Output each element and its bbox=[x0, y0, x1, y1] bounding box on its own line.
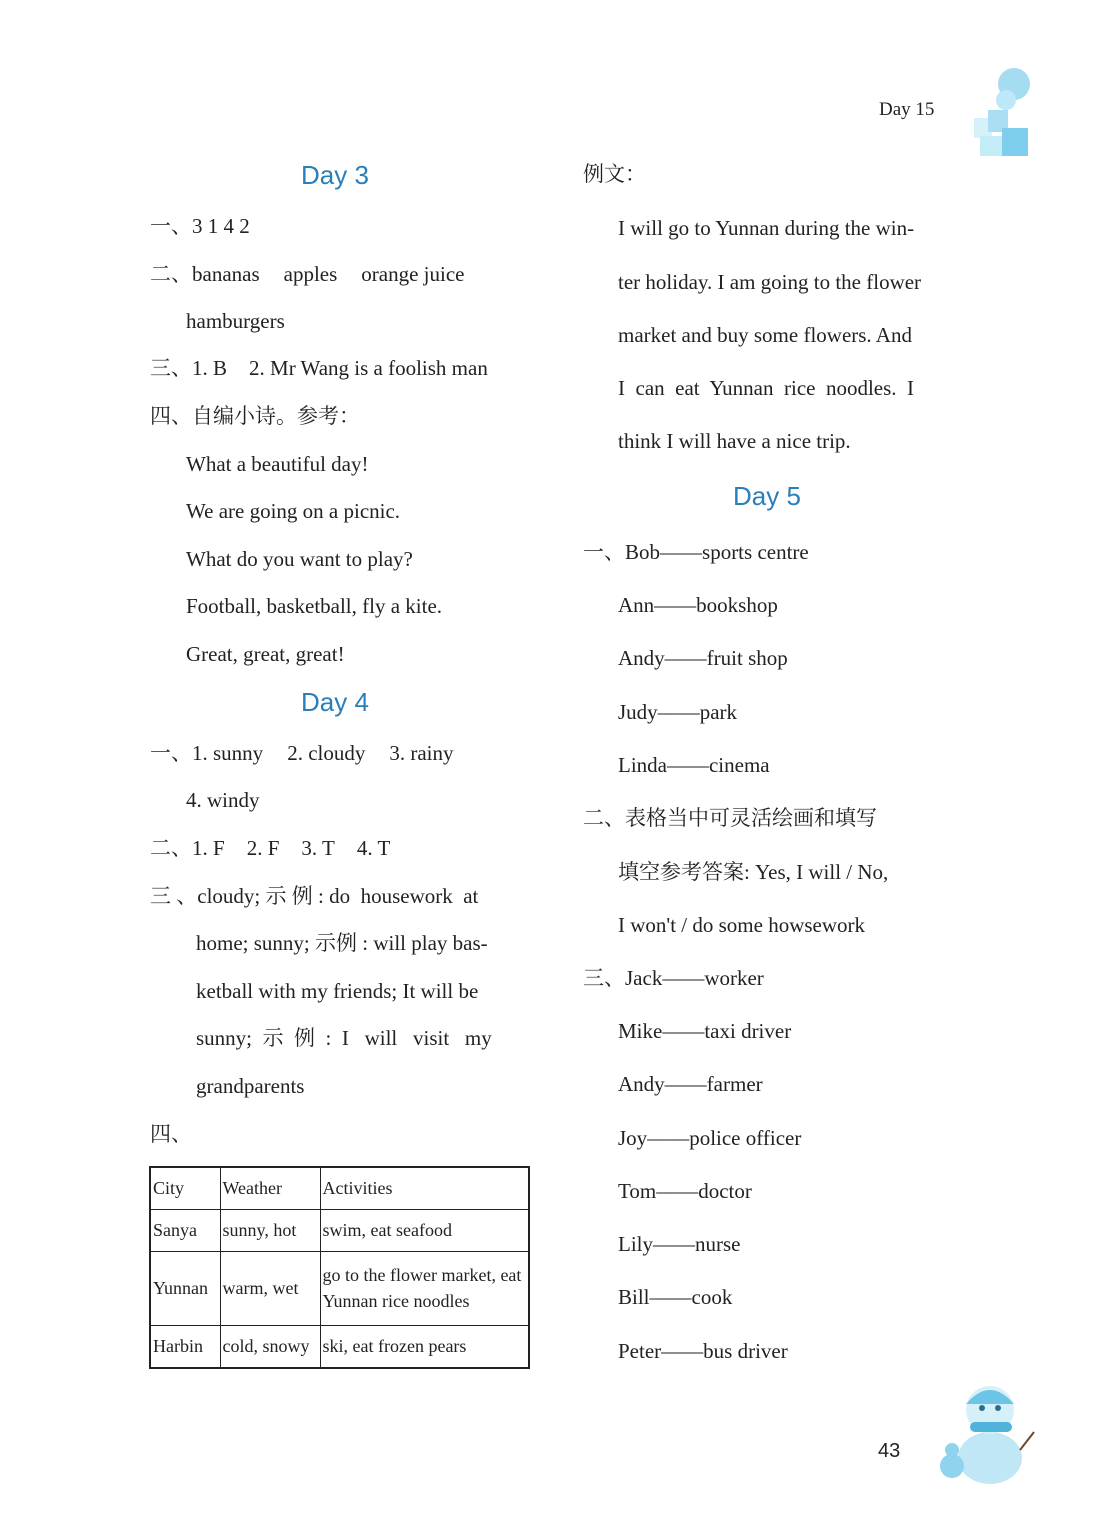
example-line: market and buy some flowers. And bbox=[618, 323, 912, 347]
day5-q3-row: 三、Jack——worker bbox=[583, 966, 764, 990]
day4-q4: 四、 bbox=[150, 1122, 192, 1146]
day3-q4: 四、自编小诗。参考： bbox=[150, 404, 360, 428]
example-line: think I will have a nice trip. bbox=[618, 429, 851, 453]
day5-q3-row: Bill——cook bbox=[618, 1285, 733, 1309]
table-cell: Sanya bbox=[150, 1209, 220, 1251]
day5-q1-row: Judy——park bbox=[618, 700, 738, 724]
day5-q1-row: 一、Bob——sports centre bbox=[583, 540, 809, 564]
day5-q3-row: Mike——taxi driver bbox=[618, 1019, 792, 1043]
table-row bbox=[150, 1251, 529, 1325]
table-header-cell: Activities bbox=[320, 1167, 529, 1209]
day4-q3-line: grandparents bbox=[196, 1074, 305, 1098]
day5-q1-row: Ann——bookshop bbox=[618, 593, 778, 617]
table-cell: swim, eat seafood bbox=[320, 1209, 529, 1251]
day5-q1-row: Linda——cinema bbox=[618, 753, 770, 777]
day4-q3-line: ketball with my friends; It will be bbox=[196, 979, 479, 1003]
day3-q3: 三、1. B 2. Mr Wang is a foolish man bbox=[150, 356, 488, 380]
day5-q3-row: Tom——doctor bbox=[618, 1179, 752, 1203]
day5-q2-line: 填空参考答案: Yes, I will / No, bbox=[618, 860, 889, 884]
example-line: ter holiday. I am going to the flower bbox=[618, 270, 922, 294]
day5-q3-row: Peter——bus driver bbox=[618, 1339, 788, 1363]
snowman-icon bbox=[930, 1370, 1040, 1490]
day5-q2-line: I won't / do some howsework bbox=[618, 913, 866, 937]
example-line: I will go to Yunnan during the win- bbox=[618, 216, 915, 240]
day3-q2: 二、bananas apples orange juice bbox=[150, 262, 465, 286]
day3-q2-cont: hamburgers bbox=[186, 309, 285, 333]
day5-q3-row: Joy——police officer bbox=[618, 1126, 802, 1150]
table-header-cell: City bbox=[150, 1167, 220, 1209]
day5-title: Day 5 bbox=[733, 481, 801, 511]
day3-q1: 一、3 1 4 2 bbox=[150, 214, 250, 238]
day3-title: Day 3 bbox=[301, 160, 369, 190]
day4-q1-cont: 4. windy bbox=[186, 788, 260, 812]
table-cell: Harbin bbox=[150, 1325, 220, 1368]
day4-title: Day 4 bbox=[301, 687, 369, 717]
table-header-cell: Weather bbox=[220, 1167, 320, 1209]
poem-line: What do you want to play? bbox=[186, 547, 413, 571]
cube-decoration-icon bbox=[968, 62, 1038, 160]
example-line: I can eat Yunnan rice noodles. I bbox=[618, 376, 915, 400]
table-cell: cold, snowy bbox=[220, 1325, 320, 1368]
poem-line: Football, basketball, fly a kite. bbox=[186, 594, 443, 618]
example-label: 例文： bbox=[583, 162, 646, 186]
table-row bbox=[150, 1325, 529, 1368]
poem-line: What a beautiful day! bbox=[186, 452, 369, 476]
day4-q2: 二、1. F 2. F 3. T 4. T bbox=[150, 836, 391, 860]
day5-q3-row: Lily——nurse bbox=[618, 1232, 741, 1256]
day4-q3-line: 三 、cloudy; 示 例 : do housework at bbox=[150, 884, 479, 908]
table-cell: warm, wet bbox=[220, 1251, 320, 1325]
header-day-label: Day 15 bbox=[879, 99, 935, 120]
table-row bbox=[150, 1209, 529, 1251]
table-cell: ski, eat frozen pears bbox=[320, 1325, 529, 1368]
day4-q1: 一、1. sunny 2. cloudy 3. rainy bbox=[150, 741, 454, 765]
table-cell: go to the flower market, eat Yunnan rice noodles bbox=[320, 1251, 529, 1325]
city-weather-table bbox=[149, 1166, 530, 1369]
day5-q2: 二、表格当中可灵活绘画和填写 bbox=[583, 806, 877, 830]
day4-q3-line: home; sunny; 示例 : will play bas- bbox=[196, 931, 488, 955]
table-header-row bbox=[150, 1167, 529, 1209]
page-number: 43 bbox=[878, 1440, 901, 1462]
poem-line: We are going on a picnic. bbox=[186, 499, 401, 523]
day5-q1-row: Andy——fruit shop bbox=[618, 646, 788, 670]
table-cell: Yunnan bbox=[150, 1251, 220, 1325]
table-cell: sunny, hot bbox=[220, 1209, 320, 1251]
day4-q3-line: sunny; 示 例 : I will visit my bbox=[196, 1026, 492, 1050]
day5-q3-row: Andy——farmer bbox=[618, 1072, 763, 1096]
poem-line: Great, great, great! bbox=[186, 642, 345, 666]
